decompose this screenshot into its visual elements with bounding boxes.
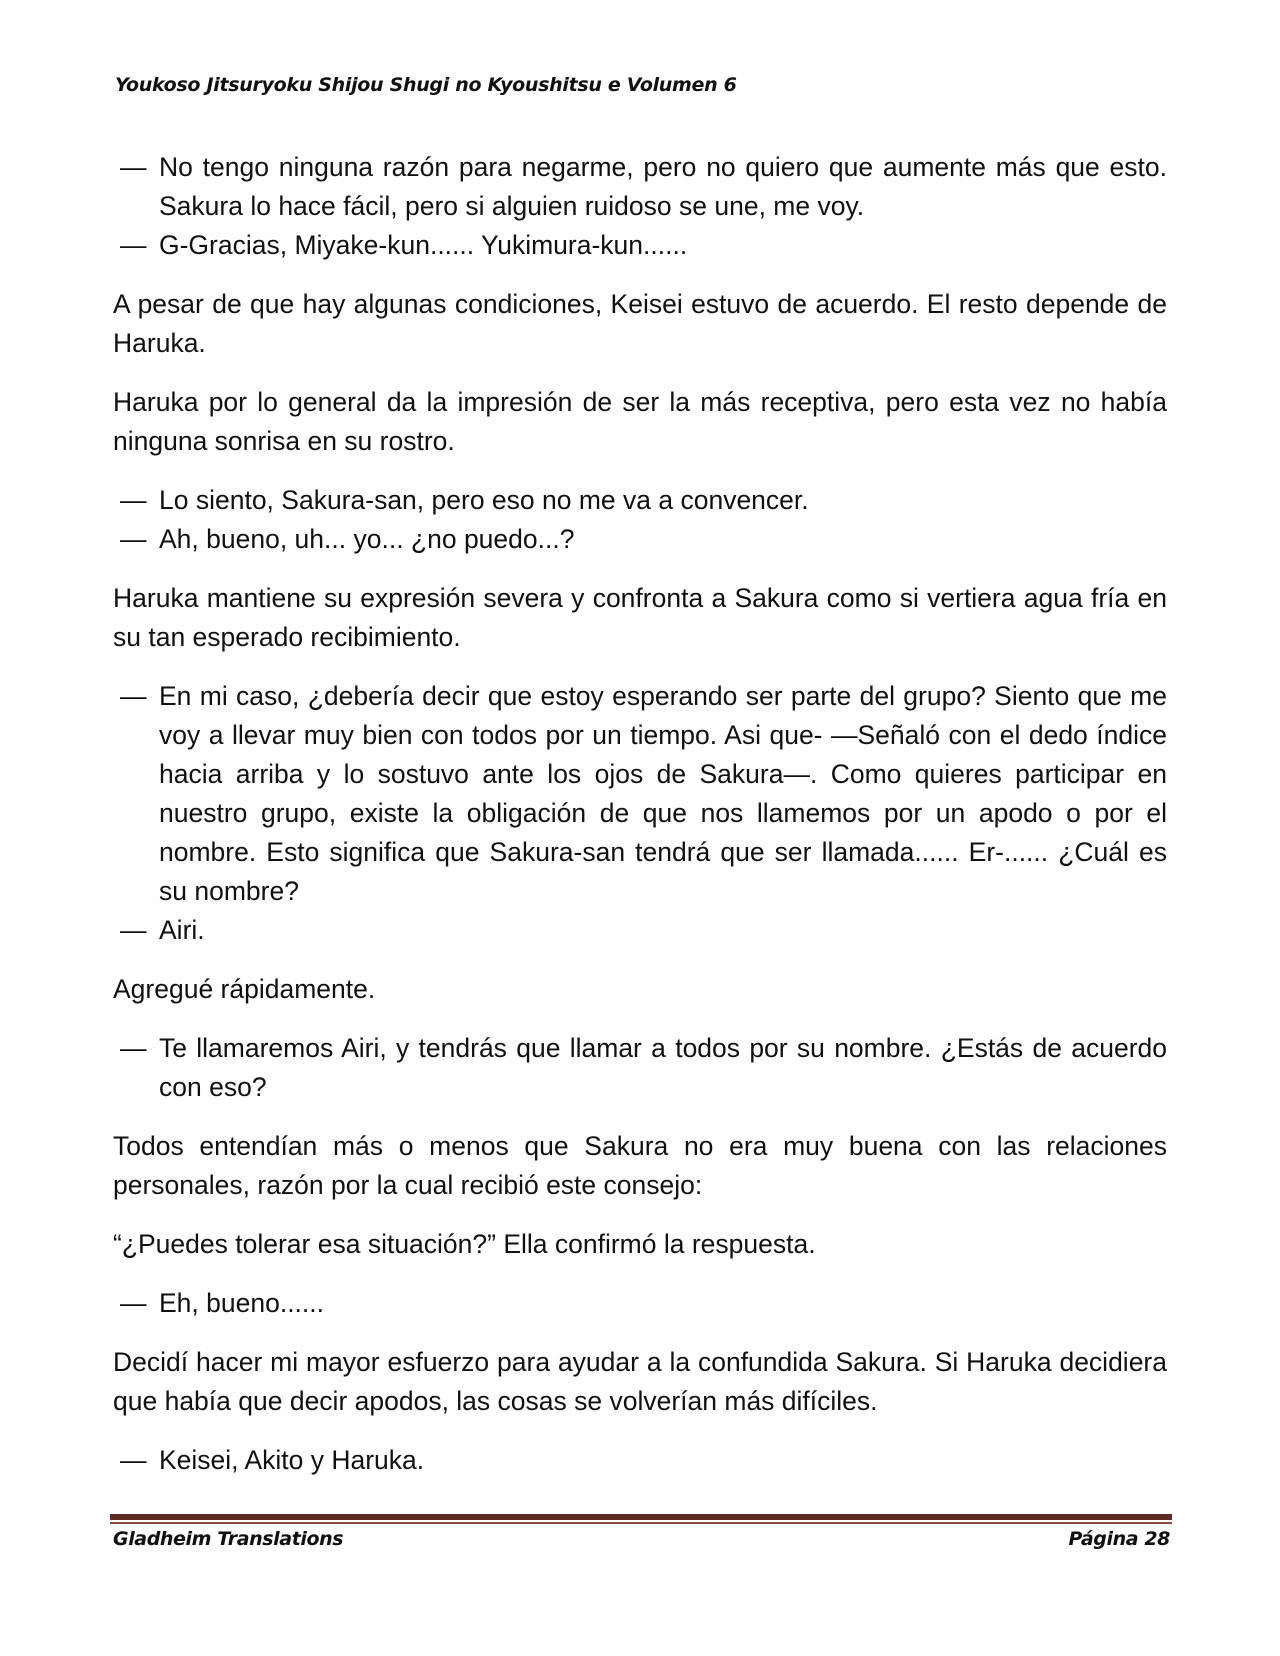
- paragraph: Todos entendían más o menos que Sakura no era muy buena con las relaciones personales, razón por la cual recibió este consejo:: [113, 1131, 1167, 1200]
- em-dash: —: [120, 915, 147, 945]
- dialog-block: [113, 677, 1167, 950]
- dialog-line: — Te llamaremos Airi, y tendrás que llamar a todos por su nombre. ¿Estás de acuerdo con eso?: [113, 1029, 1167, 1107]
- dialog-line: — G-Gracias, Miyake-kun...... Yukimura-kun......: [113, 226, 1167, 265]
- footer-rule-thin: [110, 1522, 1172, 1524]
- paragraph: Haruka por lo general da la impresión de ser la más receptiva, pero esta vez no había ninguna sonrisa en su rostro.: [113, 387, 1167, 456]
- em-dash: —: [120, 230, 147, 260]
- paragraph: “¿Puedes tolerar esa situación?” Ella confirmó la respuesta.: [113, 1229, 816, 1259]
- dialog-line: — No tengo ninguna razón para negarme, pero no quiero que aumente más que esto. Sakura lo hace fácil, pero si alguien ruidoso se une, me voy.: [113, 148, 1167, 226]
- em-dash: —: [120, 485, 147, 515]
- dialog-line: — Eh, bueno......: [113, 1284, 1167, 1323]
- dialog-block: [113, 1284, 1167, 1323]
- em-dash: —: [120, 1033, 147, 1063]
- em-dash: —: [120, 524, 147, 554]
- dialog-block: [113, 1441, 1167, 1480]
- em-dash: —: [120, 1445, 147, 1475]
- paragraph: A pesar de que hay algunas condiciones, Keisei estuvo de acuerdo. El resto depende de Haruka.: [113, 289, 1167, 358]
- paragraph: Decidí hacer mi mayor esfuerzo para ayudar a la confundida Sakura. Si Haruka decidiera que había que decir apodos, las cosas se volverían más difíciles.: [113, 1347, 1167, 1416]
- footer-rule: [110, 1514, 1172, 1520]
- dialog-block: [113, 148, 1167, 265]
- em-dash: —: [120, 1288, 147, 1318]
- footer-publisher: Gladheim Translations: [113, 1528, 344, 1550]
- page-body: [113, 148, 1167, 1500]
- dialog-line: — Airi.: [113, 911, 1167, 950]
- paragraph: Agregué rápidamente.: [113, 974, 376, 1004]
- em-dash: —: [120, 152, 147, 182]
- dialog-line: — Ah, bueno, uh... yo... ¿no puedo...?: [113, 520, 1167, 559]
- dialog-line: — Lo siento, Sakura-san, pero eso no me va a convencer.: [113, 481, 1167, 520]
- page-number: Página 28: [1068, 1528, 1170, 1550]
- dialog-line: — Keisei, Akito y Haruka.: [113, 1441, 1167, 1480]
- paragraph: Haruka mantiene su expresión severa y confronta a Sakura como si vertiera agua fría en su tan esperado recibimiento.: [113, 583, 1167, 652]
- dialog-block: [113, 481, 1167, 559]
- running-header: Youkoso Jitsuryoku Shijou Shugi no Kyoushitsu e Volumen 6: [115, 74, 737, 96]
- dialog-block: [113, 1029, 1167, 1107]
- em-dash: —: [120, 681, 147, 711]
- dialog-line: — En mi caso, ¿debería decir que estoy esperando ser parte del grupo? Siento que me voy a llevar muy bien con todos por un tiempo. Asi que- —Señaló con el dedo índice hacia arriba y lo sostuvo ante los ojos de Sakura—. Como quieres participar en nuestro grupo, existe la obligación de que nos llamemos por un apodo o por el nombre. Esto significa que Sakura-san tendrá que ser llamada...... Er-...... ¿Cuál es su nombre?: [113, 677, 1167, 911]
